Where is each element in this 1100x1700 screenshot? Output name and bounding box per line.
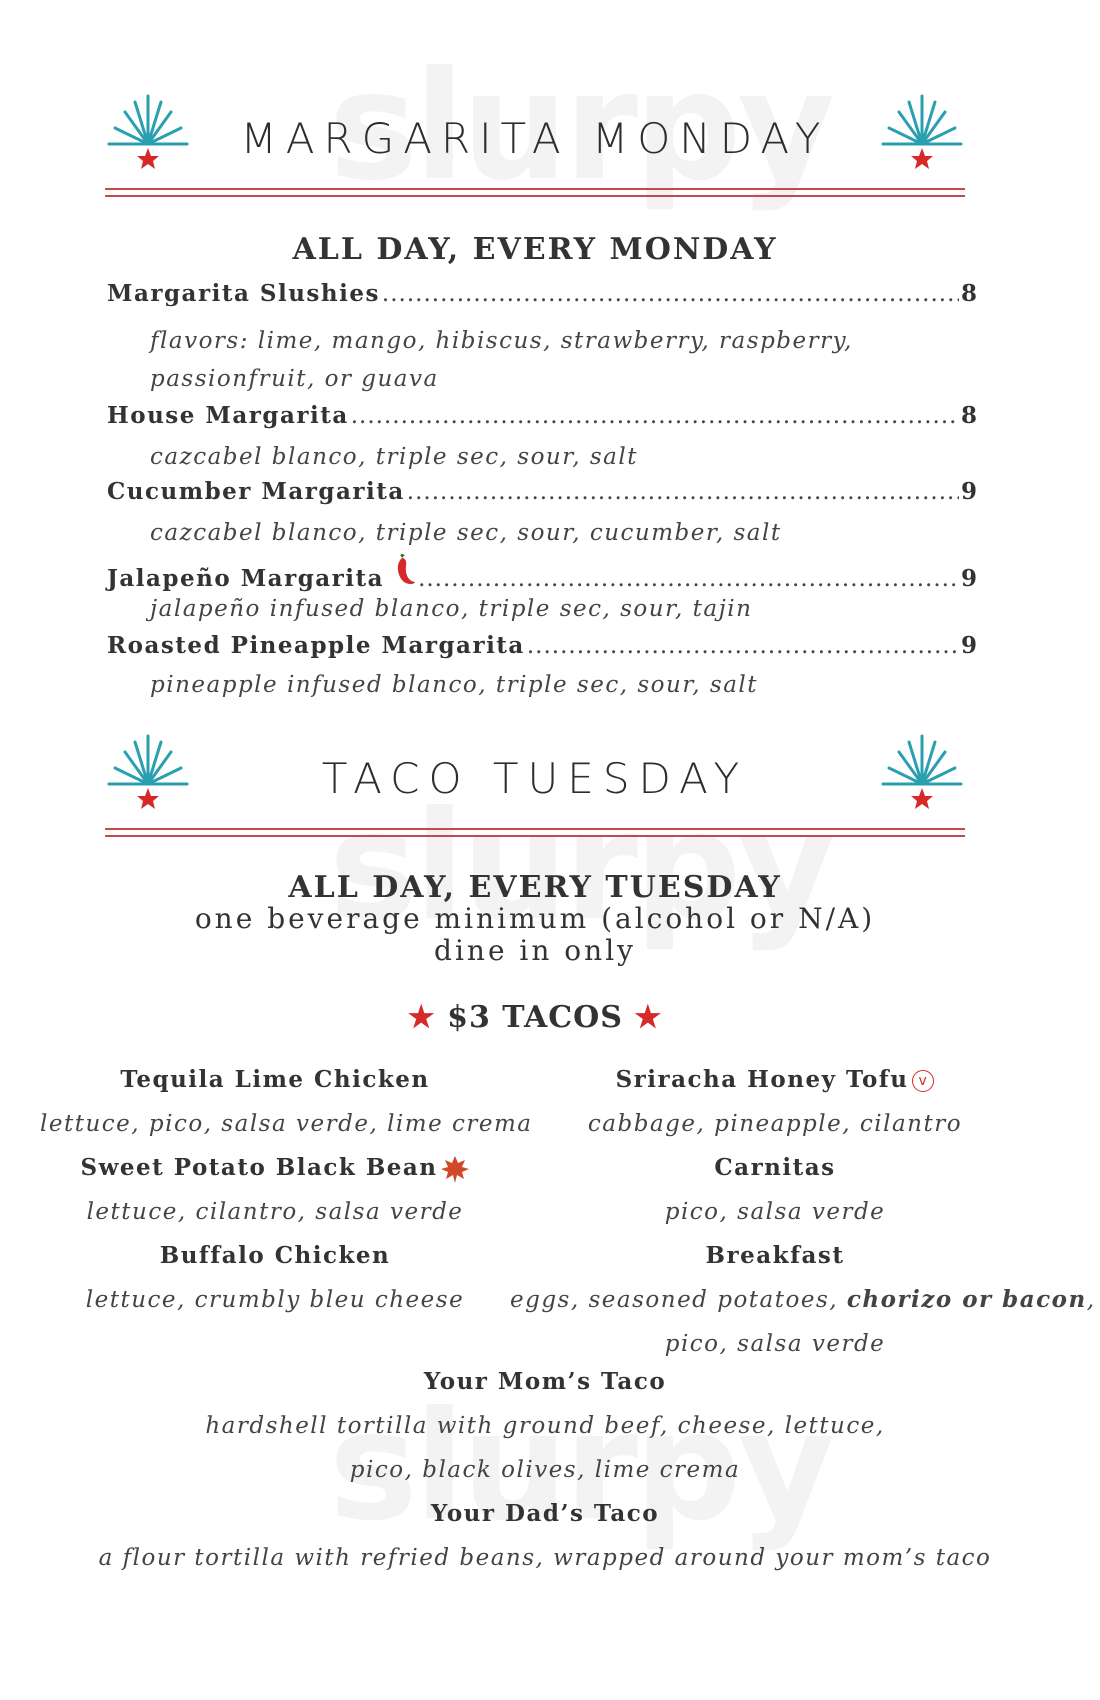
- taco-name: Carnitas: [714, 1154, 836, 1181]
- taco-description: pico, salsa verde: [664, 1199, 886, 1225]
- taco-description: cabbage, pineapple, cilantro: [587, 1111, 963, 1137]
- special-heading: [0, 1000, 1070, 1035]
- special-label: $3 TACOS: [447, 1000, 623, 1035]
- section-note: one beverage minimum (alcohol or N/A): [194, 902, 876, 935]
- leaf-icon: [440, 1154, 470, 1184]
- star-icon: ★: [407, 1000, 436, 1035]
- taco-description: lettuce, pico, salsa verde, lime crema: [40, 1111, 533, 1137]
- menu-item-row: [107, 632, 977, 668]
- section-title: MARGARITA MONDAY: [240, 114, 830, 163]
- taco-description-bold: chorizo or bacon: [846, 1286, 1087, 1313]
- taco-description-part: eggs, seasoned potatoes,: [510, 1287, 847, 1313]
- item-name: Roasted Pineapple Margarita: [107, 632, 525, 659]
- leader-dots: [527, 633, 959, 659]
- item-price: 9: [960, 565, 977, 592]
- item-price: 8: [960, 280, 977, 307]
- agave-star-icon: [879, 88, 965, 174]
- taco-name-row: [40, 1146, 510, 1190]
- menu-item-row: [107, 478, 977, 514]
- section-title: TACO TUESDAY: [321, 754, 749, 803]
- item-name: Jalapeño Margarita: [107, 565, 385, 592]
- leader-dots: [407, 479, 959, 505]
- item-price: 9: [960, 632, 977, 659]
- item-description: pineapple infused blanco, triple sec, sour, salt: [150, 672, 759, 698]
- tacos-center-block: [0, 1360, 1090, 1580]
- taco-name: Breakfast: [705, 1242, 845, 1269]
- chili-pepper-icon: [394, 554, 416, 586]
- tacos-right-column: [510, 1058, 1096, 1366]
- leader-dots: [351, 403, 959, 429]
- taco-description: [510, 1278, 1096, 1322]
- divider-rule: [105, 195, 965, 197]
- taco-name: Sweet Potato Black Bean: [80, 1154, 438, 1181]
- taco-description: lettuce, cilantro, salsa verde: [86, 1199, 464, 1225]
- section-note: dine in only: [434, 934, 636, 967]
- taco-name: Your Dad’s Taco: [430, 1500, 660, 1527]
- item-name: Margarita Slushies: [107, 280, 380, 307]
- divider-rule: [105, 828, 965, 830]
- taco-name: Buffalo Chicken: [159, 1242, 391, 1269]
- taco-description: hardshell tortilla with ground beef, cheese, lettuce,: [205, 1413, 885, 1439]
- item-price: 9: [960, 478, 977, 505]
- taco-name: Sriracha Honey Tofu: [615, 1066, 909, 1093]
- leader-dots: [382, 281, 959, 307]
- vegan-icon: v: [912, 1070, 934, 1092]
- item-description: flavors: lime, mango, hibiscus, strawberry, raspberry,: [150, 328, 853, 354]
- leader-dots: [418, 566, 959, 592]
- tacos-left-column: [40, 1058, 533, 1322]
- item-description: passionfruit, or guava: [150, 366, 439, 392]
- item-price: 8: [960, 402, 977, 429]
- section-header-margarita-monday: [105, 100, 965, 200]
- item-description: cazcabel blanco, triple sec, sour, salt: [150, 444, 638, 470]
- taco-name: Your Mom’s Taco: [423, 1368, 667, 1395]
- item-description: cazcabel blanco, triple sec, sour, cucumber, salt: [150, 520, 782, 546]
- taco-description: lettuce, crumbly bleu cheese: [85, 1287, 465, 1313]
- agave-star-icon: [879, 728, 965, 814]
- taco-description: a flour tortilla with refried beans, wrapped around your mom’s taco: [98, 1545, 992, 1571]
- taco-description-part: ,: [1086, 1287, 1096, 1313]
- menu-item-row: [107, 554, 977, 590]
- item-name: House Margarita: [107, 402, 349, 429]
- item-name: Cucumber Margarita: [107, 478, 405, 505]
- section-subtitle: ALL DAY, EVERY MONDAY: [292, 232, 778, 267]
- menu-item-row: [107, 402, 977, 438]
- divider-rule: [105, 835, 965, 837]
- taco-name: Tequila Lime Chicken: [120, 1066, 430, 1093]
- section-header-taco-tuesday: [105, 740, 965, 840]
- taco-description: pico, salsa verde: [664, 1331, 886, 1357]
- item-description: jalapeño infused blanco, triple sec, sour, tajin: [150, 596, 753, 622]
- menu-item-row: [107, 280, 977, 316]
- section-subtitle: ALL DAY, EVERY TUESDAY: [288, 870, 782, 905]
- divider-rule: [105, 188, 965, 190]
- taco-description: pico, black olives, lime crema: [349, 1457, 741, 1483]
- taco-name-row: [510, 1058, 1040, 1102]
- star-icon: ★: [634, 1000, 663, 1035]
